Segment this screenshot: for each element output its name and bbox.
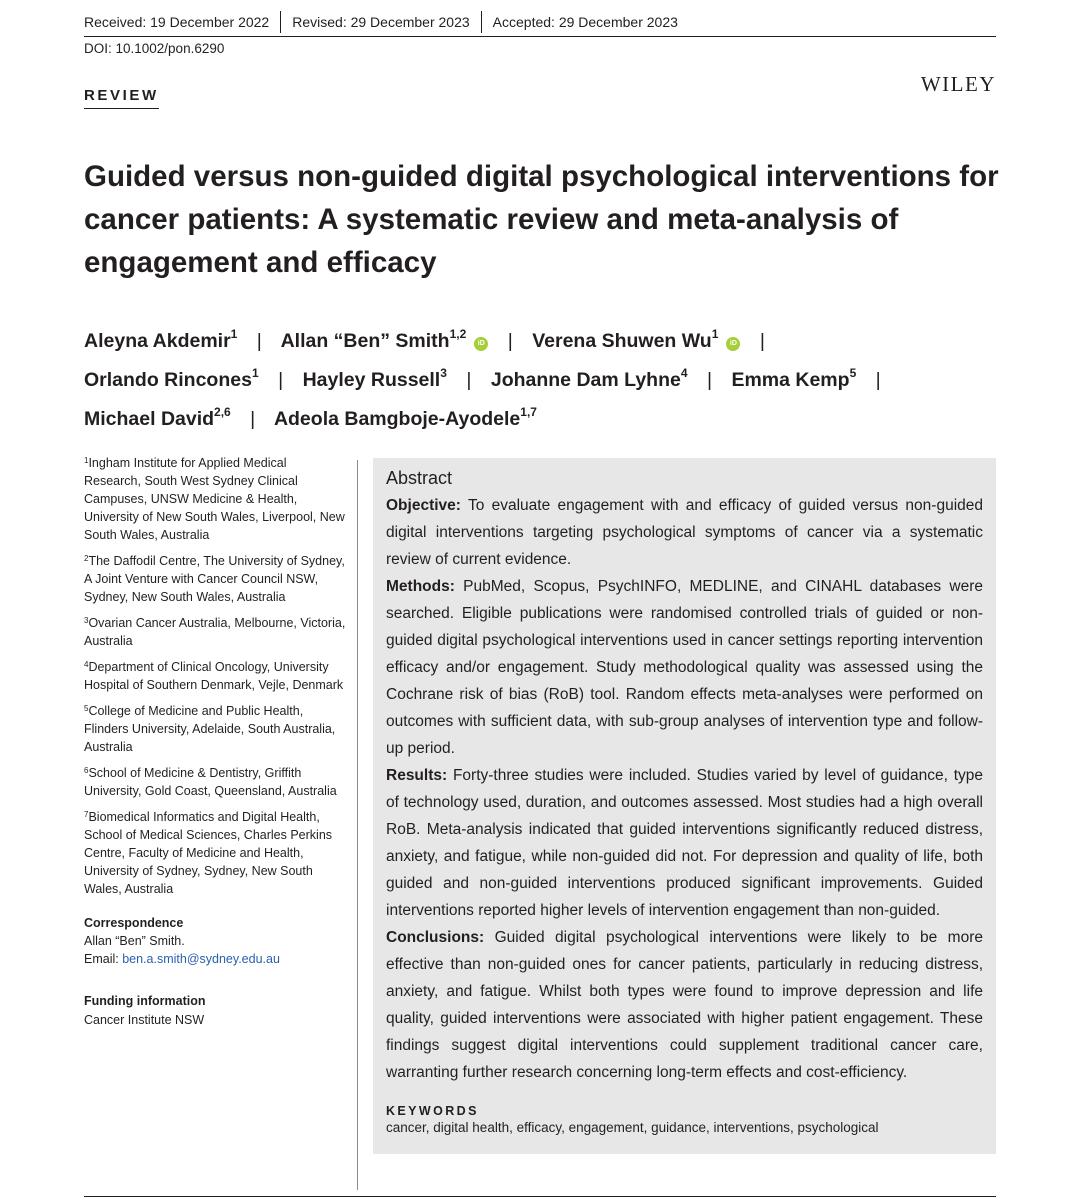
author-affiliation-mark: 1 <box>251 366 259 380</box>
affiliations <box>84 452 346 904</box>
column-divider <box>357 460 358 1190</box>
author-name[interactable]: Michael David <box>84 408 215 430</box>
article-type: REVIEW <box>84 87 159 109</box>
abstract-objective: Objective: To evaluate engagement with and efficacy of guided versus non-guided digital interventions targeting psychological symptoms of cancer via a systematic review of current evidence. <box>386 497 983 568</box>
revised-date: Revised: 29 December 2023 <box>292 11 481 33</box>
abstract-methods: Methods: PubMed, Scopus, PsychINFO, MEDLINE, and CINAHL databases were searched. Eligible publications were randomised controlled trials of guided or non-guided digital psychological interventions used in cancer settings reporting intervention efficacy and/or engagement. Study methodological quality was assessed using the Cochrane risk of bias (RoB) tool. Random effects meta-analyses were performed on outcomes with sufficient data, with sub-group analyses of intervention type and follow-up period. <box>386 578 983 757</box>
received-date: Received: 19 December 2022 <box>84 11 281 33</box>
orcid-icon[interactable]: iD <box>726 337 740 351</box>
author-affiliation-mark: 1,2 <box>449 327 467 341</box>
abstract-conclusions: Conclusions: Guided digital psychological interventions were likely to be more effective than non-guided ones for cancer patients, particularly in reducing distress, anxiety, and fatigue. Whilst both types were found to improve depression and life quality, guided interventions were associated with higher patient engagement. These findings suggest digital interventions could supplement traditional cancer care, warranting further research concerning long-term effects and cost-efficiency. <box>386 929 983 1081</box>
author-affiliation-mark: 3 <box>440 366 447 380</box>
funding-info <box>84 992 346 1030</box>
abstract-results: Results: Forty-three studies were included. Studies varied by level of guidance, type of technology used, duration, and outcomes assessed. Most studies had a high overall RoB. Meta-analysis indicated that guided interventions significantly reduced distress, anxiety, and fatigue, while non-guided did not. For depression and quality of life, both guided and non-guided interventions produced significant improvements. Guided interventions reported higher levels of intervention engagement than non-guided. <box>386 767 983 919</box>
keywords-list: cancer, digital health, efficacy, engagement, guidance, interventions, psychological <box>386 1120 879 1135</box>
author-name[interactable]: Orlando Rincones <box>84 369 252 391</box>
funding-text: Cancer Institute NSW <box>84 1013 205 1027</box>
author-affiliation-mark: 1 <box>711 327 719 341</box>
keywords-heading: KEYWORDS <box>386 1104 479 1118</box>
orcid-icon[interactable]: iD <box>474 337 488 351</box>
author-separator: | <box>706 369 713 391</box>
author-name[interactable]: Hayley Russell <box>302 369 441 391</box>
author-name[interactable]: Johanne Dam Lyhne <box>490 369 681 391</box>
author-affiliation-mark: 4 <box>680 366 688 380</box>
author-row <box>84 357 1014 396</box>
email-link[interactable]: ben.a.smith@sydney.edu.au <box>122 952 280 966</box>
affiliation: $^4$Department of Clinical Oncology, University Hospital of Southern Denmark, Vejle, Denmark <box>84 660 344 692</box>
author-name[interactable]: Adeola Bamgboje-Ayodele <box>273 408 521 430</box>
author-row <box>84 318 1014 357</box>
affiliation: $^1$Ingham Institute for Applied Medical Research, South West Sydney Clinical Campuses, UNSW Medicine & Health, University of New South Wales, Liverpool, New South Wales, Australia <box>84 456 345 542</box>
author-row <box>84 396 1014 435</box>
author-affiliation-mark: 5 <box>849 366 857 380</box>
accepted-date: Accepted: 29 December 2023 <box>492 14 678 30</box>
publisher-logo: WILEY <box>920 72 996 96</box>
author-list <box>84 318 1014 435</box>
author-name[interactable]: Emma Kemp <box>731 369 850 391</box>
funding-heading: Funding information <box>84 994 206 1008</box>
article-title: Guided versus non-guided digital psychological interventions for cancer patients: A systematic review and meta-analysis of engagement and efficacy <box>84 160 999 279</box>
correspondence-heading: Correspondence <box>84 916 184 930</box>
author-affiliation-mark: 1 <box>230 327 238 341</box>
author-separator: | <box>250 408 256 430</box>
author-affiliation-mark: 2,6 <box>214 405 231 419</box>
correspondence-email-line: Email: ben.a.smith@sydney.edu.au <box>84 952 280 966</box>
author-separator: | <box>507 330 513 352</box>
author-separator: | <box>759 330 765 352</box>
author-separator: | <box>466 369 472 391</box>
article-dates <box>84 8 996 37</box>
author-separator: | <box>278 369 284 391</box>
abstract-box <box>373 458 996 1154</box>
affiliation: $^7$Biomedical Informatics and Digital Health, School of Medical Sciences, Charles Perkins Centre, Faculty of Medicine and Health, University of Sydney, Sydney, New South Wales, Australia <box>84 810 333 896</box>
doi[interactable]: DOI: 10.1002/pon.6290 <box>84 41 225 56</box>
affiliation: $^5$College of Medicine and Public Health, Flinders University, Adelaide, South Australia, Australia <box>84 704 336 754</box>
author-name[interactable]: Aleyna Akdemir <box>84 330 231 352</box>
correspondence <box>84 914 346 968</box>
correspondence-name: Allan “Ben” Smith. <box>84 934 185 948</box>
author-name[interactable]: Verena Shuwen Wu <box>532 330 712 352</box>
affiliation: $^2$The Daffodil Centre, The University of Sydney, A Joint Venture with Cancer Council NSW, Sydney, New South Wales, Australia <box>84 554 345 604</box>
abstract-heading: Abstract <box>386 468 453 488</box>
author-separator: | <box>875 369 881 391</box>
author-name[interactable]: Allan “Ben” Smith <box>280 330 450 352</box>
footer-rule <box>84 1196 996 1197</box>
affiliation: $^6$School of Medicine & Dentistry, Griffith University, Gold Coast, Queensland, Australia <box>84 766 337 798</box>
affiliation: $^3$Ovarian Cancer Australia, Melbourne, Victoria, Australia <box>84 616 346 648</box>
author-separator: | <box>256 330 262 352</box>
author-affiliation-mark: 1,7 <box>520 405 537 419</box>
